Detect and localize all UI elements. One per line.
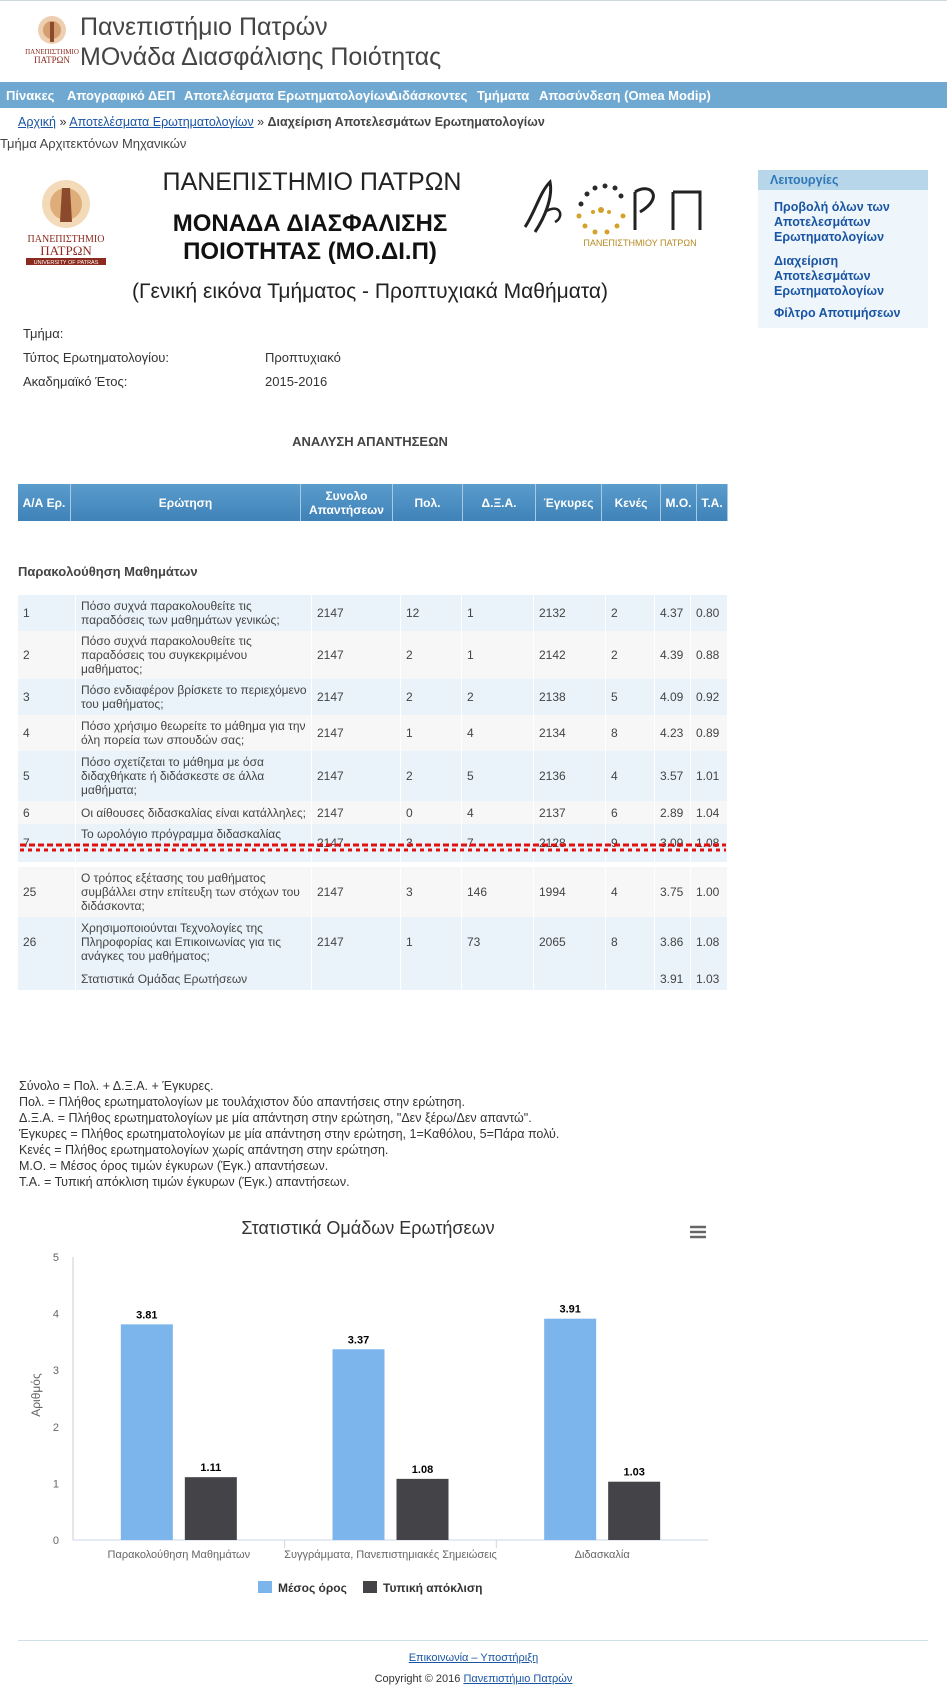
- chart-legend-swatch: [363, 1581, 377, 1593]
- report-unit: [140, 210, 480, 266]
- cell-valid: 1994: [534, 867, 606, 917]
- chart-bar: [608, 1482, 660, 1540]
- copyright-text: Copyright © 2016: [374, 1673, 461, 1685]
- cell-stddev: 1.03: [691, 967, 728, 990]
- th-stddev: Τ.Α.: [697, 484, 728, 521]
- sidebar-title: Λειτουργίες: [770, 173, 839, 187]
- cell-empty: 8: [606, 715, 655, 751]
- breadcrumb-results[interactable]: Αποτελέσματα Ερωτηματολογίων: [69, 115, 254, 129]
- table-row: [18, 679, 728, 715]
- svg-text:ΠΑΝΕΠΙΣΤΗΜΙΟ: ΠΑΝΕΠΙΣΤΗΜΙΟ: [25, 48, 79, 56]
- chart-legend-label: Μέσος όρος: [278, 1581, 347, 1595]
- cell-stddev: 1.00: [691, 867, 728, 917]
- cell-multiple: 0: [401, 801, 462, 824]
- cell-empty: [462, 967, 534, 990]
- cell-empty: 5: [606, 679, 655, 715]
- cell-stddev: 1.04: [691, 801, 728, 824]
- cell-valid: 2128: [534, 824, 606, 862]
- university-emblem: [22, 176, 110, 266]
- cell-question: Πόσο ενδιαφέρον βρίσκετε το περιεχόμενο του μαθήματος;: [76, 679, 312, 715]
- sidebar-item-line: Προβολή όλων των: [774, 200, 890, 214]
- cell-valid: 2136: [534, 751, 606, 801]
- nav-item-logout[interactable]: Αποσύνδεση (Omea Modip): [539, 88, 711, 103]
- cell-mean: 3.91: [655, 967, 691, 990]
- university-logo: [25, 14, 79, 68]
- cell-number: 26: [18, 917, 76, 967]
- chart-ylabel: Αριθμός: [29, 1373, 43, 1417]
- sidebar-item-line: Ερωτηματολογίων: [774, 284, 885, 298]
- footer-university-link[interactable]: Πανεπιστήμιο Πατρών: [463, 1673, 573, 1685]
- main-nav: [0, 82, 947, 108]
- cell-dont-know: 4: [462, 801, 534, 824]
- cell-empty: 9: [606, 824, 655, 862]
- chart-menu-icon[interactable]: [688, 1222, 712, 1244]
- cell-question: Οι αίθουσες διδασκαλίας είναι κατάλληλες;: [76, 801, 312, 824]
- chart-bar: [544, 1319, 596, 1540]
- legend-line: Τ.Α. = Τυπική απόκλιση τιμών έγκυρων (Έγκ.) απαντήσεων.: [19, 1175, 350, 1189]
- legend-line: Σύνολο = Πολ. + Δ.Ξ.Α. + Έγκυρες.: [19, 1079, 214, 1093]
- cell-dont-know: 5: [462, 751, 534, 801]
- th-question: Ερώτηση: [71, 484, 301, 521]
- cell-valid: 2138: [534, 679, 606, 715]
- chart-xtick-label: Διδασκαλία: [574, 1549, 630, 1561]
- site-title-line1: Πανεπιστήμιο Πατρών: [80, 13, 328, 41]
- svg-text:ΠΑΤΡΩΝ: ΠΑΤΡΩΝ: [34, 55, 70, 65]
- cell-total: 2147: [312, 867, 401, 917]
- emblem-text-2: ΠΑΤΡΩΝ: [40, 243, 92, 258]
- group-stats-chart: [18, 1210, 728, 1600]
- cell-number: 2: [18, 631, 76, 679]
- footer-contact-link[interactable]: Επικοινωνία – Υποστήριξη: [408, 1652, 539, 1664]
- cell-stddev: 0.80: [691, 595, 728, 631]
- th-number: Α/Α Ερ.: [18, 484, 71, 521]
- cell-dont-know: 1: [462, 595, 534, 631]
- cell-total: 2147: [312, 595, 401, 631]
- sidebar-item-line: Αποτελεσμάτων: [774, 269, 871, 283]
- report-unit-line2: ΠΟΙΟΤΗΤΑΣ (ΜΟ.ΔΙ.Π): [183, 238, 437, 265]
- cell-empty: [606, 967, 655, 990]
- chart-bar: [333, 1349, 385, 1540]
- cell-number: 4: [18, 715, 76, 751]
- cell-multiple: 3: [401, 867, 462, 917]
- cell-mean: 4.23: [655, 715, 691, 751]
- emblem-text-3: UNIVERSITY OF PATRAS: [33, 260, 99, 266]
- cell-multiple: 1: [401, 715, 462, 751]
- chart-data-label: 1.03: [623, 1466, 645, 1479]
- chart-xtick-label: Παρακολούθηση Μαθημάτων: [107, 1549, 251, 1561]
- cell-empty: 4: [606, 751, 655, 801]
- legend-line: Κενές = Πλήθος ερωτηματολογίων χωρίς απάντηση στην ερώτηση.: [19, 1143, 389, 1157]
- sidebar: [758, 170, 928, 328]
- truncation-marker: [20, 842, 726, 852]
- table-header: [18, 484, 728, 521]
- cell-number: 7: [18, 824, 76, 862]
- cell-total: 2147: [312, 917, 401, 967]
- footer-divider: [18, 1640, 928, 1641]
- chart-ytick-label: 2: [52, 1421, 59, 1434]
- th-mean: Μ.Ο.: [661, 484, 697, 521]
- legend-line: Μ.Ο. = Μέσος όρος τιμών έγκυρων (Έγκ.) απαντήσεων.: [19, 1159, 329, 1173]
- emblem-text-1: ΠΑΝΕΠΙΣΤΗΜΙΟ: [27, 234, 105, 245]
- cell-total: 2147: [312, 751, 401, 801]
- cell-mean: 3.75: [655, 867, 691, 917]
- cell-mean: 4.09: [655, 679, 691, 715]
- cell-empty: [312, 967, 401, 990]
- breadcrumb-home[interactable]: Αρχική: [18, 115, 56, 129]
- cell-dont-know: 73: [462, 917, 534, 967]
- cell-question: Πόσο χρήσιμο θεωρείτε το μάθημα για την όλη πορεία των σπουδών σας;: [76, 715, 312, 751]
- cell-total: 2147: [312, 824, 401, 862]
- cell-question: Πόσο σχετίζεται το μάθημα με όσα διδαχθήκατε ή διδάσκεστε σε άλλα μαθήματα;: [76, 751, 312, 801]
- nav-item-departments[interactable]: Τμήματα: [477, 88, 530, 103]
- legend-line: Έγκυρες = Πλήθος ερωτηματολογίων με μία απάντηση στην ερώτηση, 1=Καθόλου, 5=Πάρα πολύ.: [19, 1127, 560, 1141]
- sidebar-item-line: Φίλτρο Αποτιμήσεων: [774, 306, 901, 320]
- breadcrumb-sep: »: [59, 115, 67, 129]
- chart-bar: [121, 1324, 173, 1540]
- cell-number: 3: [18, 679, 76, 715]
- nav-item-questionnaire-results[interactable]: Αποτελέσματα Ερωτηματολογίων: [184, 88, 392, 103]
- sidebar-item-view-all-results[interactable]: [774, 200, 924, 245]
- chart-data-label: 3.91: [559, 1303, 581, 1316]
- chart-bar: [185, 1477, 237, 1540]
- cell-stddev: 1.01: [691, 751, 728, 801]
- footer-copyright: [0, 1673, 947, 1685]
- chart-legend-swatch: [258, 1581, 272, 1593]
- cell-mean: 2.89: [655, 801, 691, 824]
- cell-total: 2147: [312, 801, 401, 824]
- department-name: Τμήμα Αρχιτεκτόνων Μηχανικών: [0, 136, 187, 151]
- cell-number: 25: [18, 867, 76, 917]
- chart-bar: [397, 1479, 449, 1540]
- cell-multiple: 3: [401, 824, 462, 862]
- th-multiple: Πολ.: [393, 484, 463, 521]
- cell-number: 6: [18, 801, 76, 824]
- cell-mean: 3.86: [655, 917, 691, 967]
- chart-data-label: 1.11: [200, 1462, 222, 1475]
- info-value-year: 2015-2016: [265, 374, 328, 389]
- cell-question: Το ωρολόγιο πρόγραμμα διδασκαλίας: [76, 824, 312, 862]
- cell-multiple: 2: [401, 751, 462, 801]
- cell-empty: 8: [606, 917, 655, 967]
- cell-question: Χρησιμοποιούνται Τεχνολογίες της Πληροφορίας και Επικοινωνίας για τις ανάγκες του μαθήματος;: [76, 917, 312, 967]
- report-subtitle: (Γενική εικόνα Τμήματος - Προπτυχιακά Μαθήματα): [131, 280, 609, 303]
- modip-logo: [515, 172, 725, 252]
- legend-line: Δ.Ξ.Α. = Πλήθος ερωτηματολογίων με μία απάντηση στην ερώτηση, "Δεν ξέρω/Δεν απαντώ".: [19, 1111, 532, 1125]
- cell-multiple: 2: [401, 679, 462, 715]
- chart-ytick-label: 5: [52, 1252, 59, 1264]
- cell-stats-label: Στατιστικά Ομάδας Ερωτήσεων: [76, 967, 312, 990]
- chart-data-label: 3.81: [136, 1309, 158, 1322]
- sidebar-item-line: Αποτελεσμάτων: [774, 215, 871, 229]
- th-total: Συνολο Απαντήσεων: [301, 484, 393, 521]
- cell-mean: 3.57: [655, 751, 691, 801]
- chart-data-label: 1.08: [411, 1463, 434, 1476]
- chart-ytick-label: 4: [52, 1308, 59, 1321]
- sidebar-item-manage-results[interactable]: [774, 254, 924, 299]
- top-border: [0, 0, 947, 1]
- cell-empty: 6: [606, 801, 655, 824]
- cell-dont-know: 146: [462, 867, 534, 917]
- cell-valid: 2137: [534, 801, 606, 824]
- th-dont-know: Δ.Ξ.Α.: [463, 484, 536, 521]
- sidebar-item-evaluation-filter[interactable]: [774, 306, 924, 321]
- info-label-type: Τύπος Ερωτηματολογίου:: [23, 350, 170, 365]
- chart-title: Στατιστικά Ομάδων Ερωτήσεων: [241, 1218, 495, 1238]
- cell-empty: [534, 967, 606, 990]
- site-title: [80, 12, 441, 72]
- cell-valid: 2134: [534, 715, 606, 751]
- table-row: [18, 715, 728, 751]
- footer-contact: [0, 1652, 947, 1664]
- cell-dont-know: 7: [462, 824, 534, 862]
- sidebar-item-line: Ερωτηματολογίων: [774, 230, 885, 244]
- th-empty: Κενές: [602, 484, 661, 521]
- report-university: ΠΑΝΕΠΙΣΤΗΜΙΟ ΠΑΤΡΩΝ: [162, 168, 462, 196]
- cell-empty: [401, 967, 462, 990]
- group-title: Παρακολούθηση Μαθημάτων: [18, 564, 198, 579]
- cell-empty: 2: [606, 631, 655, 679]
- cell-valid: 2065: [534, 917, 606, 967]
- table-row: [18, 917, 728, 967]
- cell-multiple: 1: [401, 917, 462, 967]
- sidebar-item-line: Διαχείριση: [774, 254, 839, 268]
- cell-dont-know: 1: [462, 631, 534, 679]
- analysis-title: ΑΝΑΛΥΣΗ ΑΠΑΝΤΗΣΕΩΝ: [292, 434, 448, 449]
- cell-number: 5: [18, 751, 76, 801]
- cell-dont-know: 4: [462, 715, 534, 751]
- cell-number: 1: [18, 595, 76, 631]
- cell-dont-know: 2: [462, 679, 534, 715]
- table-row: [18, 801, 728, 824]
- cell-question: Πόσο συχνά παρακολουθείτε τις παραδόσεις του συγκεκριμένου μαθήματος;: [76, 631, 312, 679]
- chart-ytick-label: 1: [52, 1478, 59, 1491]
- chart-ytick-label: 3: [52, 1365, 59, 1378]
- chart-ytick-label: 0: [52, 1535, 59, 1547]
- cell-number-empty: [18, 967, 76, 990]
- cell-stddev: 0.88: [691, 631, 728, 679]
- nav-item-dep-registry[interactable]: Απογραφικό ΔΕΠ: [67, 88, 176, 103]
- modip-logo-text: ΠΑΝΕΠΙΣΤΗΜΙΟΥ ΠΑΤΡΩΝ: [583, 238, 697, 248]
- info-value-type: Προπτυχιακό: [265, 350, 341, 365]
- cell-stddev: 1.08: [691, 824, 728, 862]
- legend-line: Πολ. = Πλήθος ερωτηματολογίων με τουλάχιστον δύο απαντήσεις στην ερώτηση.: [19, 1095, 465, 1109]
- breadcrumb-current: Διαχείριση Αποτελεσμάτων Ερωτηματολογίων: [267, 115, 545, 129]
- cell-mean: 4.37: [655, 595, 691, 631]
- chart-data-label: 3.37: [347, 1334, 370, 1347]
- cell-total: 2147: [312, 715, 401, 751]
- cell-valid: 2132: [534, 595, 606, 631]
- cell-stddev: 1.08: [691, 917, 728, 967]
- table-row: [18, 751, 728, 801]
- report-unit-line1: ΜΟΝΑΔΑ ΔΙΑΣΦΑΛΙΣΗΣ: [172, 210, 448, 237]
- nav-item-instructors[interactable]: Διδάσκοντες: [389, 88, 468, 103]
- nav-item-tables[interactable]: Πίνακες: [6, 88, 55, 103]
- cell-mean: 4.39: [655, 631, 691, 679]
- table-row: [18, 867, 728, 917]
- info-label-department: Τμήμα:: [23, 326, 64, 341]
- cell-empty: 2: [606, 595, 655, 631]
- table-row: [18, 595, 728, 631]
- th-valid: Έγκυρες: [536, 484, 602, 521]
- chart-legend-label: Τυπική απόκλιση: [383, 1581, 483, 1595]
- site-title-line2: ΜΟνάδα Διασφάλισης Ποιότητας: [80, 43, 442, 71]
- cell-empty: 4: [606, 867, 655, 917]
- table-stats-row: [18, 967, 728, 990]
- cell-total: 2147: [312, 679, 401, 715]
- cell-multiple: 2: [401, 631, 462, 679]
- cell-question: Ο τρόπος εξέτασης του μαθήματος συμβάλλει στην επίτευξη των στόχων του διδάσκοντα;: [76, 867, 312, 917]
- breadcrumb-sep: »: [257, 115, 265, 129]
- cell-multiple: 12: [401, 595, 462, 631]
- cell-stddev: 0.92: [691, 679, 728, 715]
- cell-total: 2147: [312, 631, 401, 679]
- table-row: [18, 631, 728, 679]
- info-label-year: Ακαδημαϊκό Έτος:: [23, 374, 128, 389]
- cell-valid: 2142: [534, 631, 606, 679]
- sidebar-header: [758, 170, 928, 190]
- cell-stddev: 0.89: [691, 715, 728, 751]
- cell-question: Πόσο συχνά παρακολουθείτε τις παραδόσεις των μαθημάτων γενικώς;: [76, 595, 312, 631]
- abbreviations-legend: [19, 1078, 559, 1190]
- chart-xtick-label: Συγγράμματα, Πανεπιστημιακές Σημειώσεις: [284, 1549, 497, 1561]
- breadcrumb: [18, 115, 545, 129]
- cell-mean: 3.09: [655, 824, 691, 862]
